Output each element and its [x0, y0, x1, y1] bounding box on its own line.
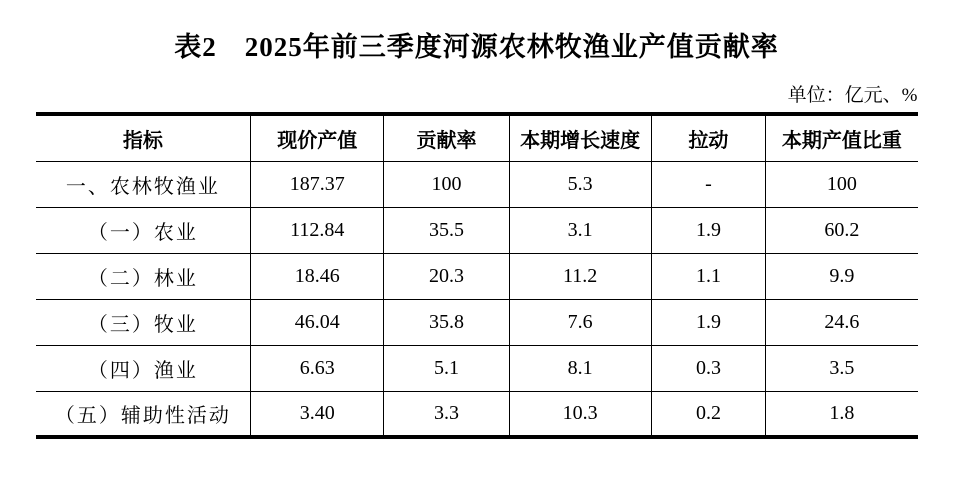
column-header-current-price-output: 现价产值: [251, 114, 384, 161]
statistics-table: [36, 112, 918, 439]
table-cell: 35.8: [384, 299, 509, 345]
table-cell: -: [651, 161, 766, 207]
table-cell: 9.9: [766, 253, 918, 299]
table-cell: 1.9: [651, 299, 766, 345]
table-cell: 100: [766, 161, 918, 207]
table-body: [36, 161, 918, 437]
column-header-growth-rate: 本期增长速度: [509, 114, 651, 161]
row-indicator: （四）渔业: [36, 345, 251, 391]
table-cell: 10.3: [509, 391, 651, 437]
table-cell: 1.1: [651, 253, 766, 299]
table-cell: 5.1: [384, 345, 509, 391]
table-title: 表2 2025年前三季度河源农林牧渔业产值贡献率: [174, 32, 779, 62]
row-indicator: （五）辅助性活动: [36, 391, 251, 437]
table-cell: 35.5: [384, 207, 509, 253]
table-cell: 0.2: [651, 391, 766, 437]
table-row: [36, 391, 918, 437]
row-indicator: 一、农林牧渔业: [36, 161, 251, 207]
table-header: [36, 114, 918, 161]
header-row: [36, 114, 918, 161]
row-indicator: （一）农业: [36, 207, 251, 253]
column-header-output-share: 本期产值比重: [766, 114, 918, 161]
table-cell: 187.37: [251, 161, 384, 207]
table-cell: 3.40: [251, 391, 384, 437]
table-cell: 0.3: [651, 345, 766, 391]
table-row: [36, 299, 918, 345]
table-cell: 6.63: [251, 345, 384, 391]
table-cell: 8.1: [509, 345, 651, 391]
table-cell: 3.5: [766, 345, 918, 391]
table-row: [36, 345, 918, 391]
table-cell: 46.04: [251, 299, 384, 345]
table-cell: 1.8: [829, 401, 855, 424]
table-cell: 1.9: [651, 207, 766, 253]
table-cell: 3.3: [384, 391, 509, 437]
table-row: [36, 207, 918, 253]
column-header-indicator: 指标: [36, 114, 251, 161]
column-header-contribution-rate: 贡献率: [384, 114, 509, 161]
table-cell: 24.6: [766, 299, 918, 345]
unit-note: 单位：亿元、%: [787, 85, 918, 106]
row-indicator: （三）牧业: [36, 299, 251, 345]
table-cell: 60.2: [766, 207, 918, 253]
table-cell: 7.6: [509, 299, 651, 345]
table-cell: 5.3: [509, 161, 651, 207]
table-row: [36, 253, 918, 299]
row-indicator: （二）林业: [36, 253, 251, 299]
table-cell: 100: [384, 161, 509, 207]
table-cell: 112.84: [251, 207, 384, 253]
table-cell: 20.3: [384, 253, 509, 299]
column-header-pull: 拉动: [651, 114, 766, 161]
table-row: [36, 161, 918, 207]
table-cell: 11.2: [509, 253, 651, 299]
table-cell: 18.46: [251, 253, 384, 299]
table-cell: 3.1: [509, 207, 651, 253]
